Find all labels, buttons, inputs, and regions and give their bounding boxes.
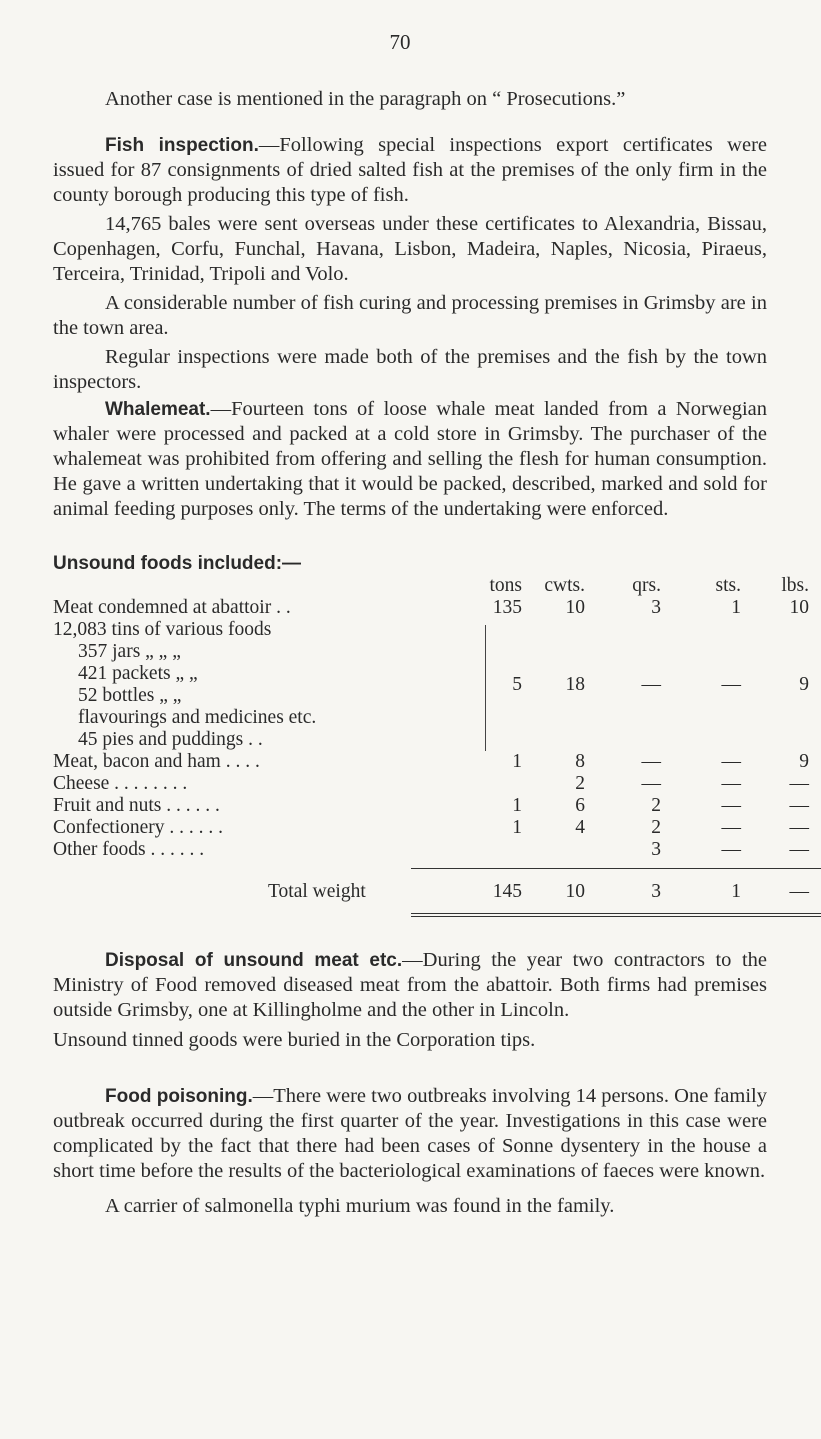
row-lbs: 9: [799, 674, 809, 695]
row-cwts: 18: [565, 674, 585, 695]
row-qrs: —: [641, 773, 661, 794]
row-sts: —: [721, 839, 741, 860]
header-lbs: lbs.: [781, 575, 809, 596]
fish-inspection-paragraph: [53, 133, 767, 208]
row-label: Meat, bacon and ham . . . .: [53, 751, 260, 772]
disposal-text: —During the year two contractors to the Ministry of Food removed diseased meat from the abattoir. Both firms had premises outside Grimsby, one at Killingholme and the other in Lincoln.: [53, 949, 767, 1021]
row-sts: —: [721, 674, 741, 695]
row-lbs: 9: [799, 751, 809, 772]
fish-inspection-text: —Following special inspections export certificates were issued for 87 consignments of dried salted fish at the premises of the only firm in the county borough producing this type of fish.: [53, 134, 767, 206]
regular-inspections-paragraph: Regular inspections were made both of the premises and the fish by the town inspectors.: [53, 346, 767, 393]
row-label: Cheese . . . . . . . .: [53, 773, 188, 794]
row-label: Meat condemned at abattoir . .: [53, 597, 291, 618]
total-cwts: 10: [565, 881, 585, 902]
row-cwts: 4: [575, 817, 585, 838]
row-label: 421 packets „ „: [78, 663, 198, 684]
page-number: 70: [389, 30, 411, 54]
header-cwts: cwts.: [544, 575, 585, 596]
whalemeat-paragraph: [53, 397, 767, 522]
row-sts: —: [721, 751, 741, 772]
row-label: Fruit and nuts . . . . . .: [53, 795, 220, 816]
row-tons: 1: [512, 817, 522, 838]
fish-inspection-heading: Fish inspection.: [105, 135, 259, 156]
total-qrs: 3: [651, 881, 661, 902]
row-qrs: —: [641, 751, 661, 772]
curing-paragraph: A considerable number of fish curing and processing premises in Grimsby are in the town area.: [53, 292, 767, 339]
row-label: Confectionery . . . . . .: [53, 817, 224, 838]
row-label: 12,083 tins of various foods: [53, 619, 272, 640]
prosecutions-note: Another case is mentioned in the paragraph on “ Prosecutions.”: [105, 88, 626, 110]
row-cwts: 6: [575, 795, 585, 816]
total-lbs: —: [789, 881, 809, 902]
row-tons: 5: [512, 674, 522, 695]
row-qrs: 2: [651, 795, 661, 816]
row-qrs: 3: [651, 839, 661, 860]
carrier-paragraph: A carrier of salmonella typhi murium was found in the family.: [105, 1195, 615, 1217]
row-sts: —: [721, 795, 741, 816]
food-poisoning-text: —There were two outbreaks involving 14 persons. One family outbreak occurred during the first quarter of the year. Investigations in this case were complicated by the fact that there had been cases of Sonne dysentery in the house a short time before the results of the bacteriological examinations of faeces were known.: [53, 1085, 767, 1182]
row-lbs: 10: [789, 597, 809, 618]
row-lbs: —: [789, 839, 809, 860]
row-label: 52 bottles „ „: [78, 685, 182, 706]
food-poisoning-heading: Food poisoning.: [105, 1086, 253, 1107]
row-cwts: 2: [575, 773, 585, 794]
row-qrs: 3: [651, 597, 661, 618]
row-qrs: 2: [651, 817, 661, 838]
total-bottom-rule-double: [411, 916, 821, 917]
disposal-heading: Disposal of unsound meat etc.: [105, 950, 403, 971]
whalemeat-heading: Whalemeat.: [105, 399, 211, 420]
tinned-goods-paragraph: Unsound tinned goods were buried in the Corporation tips.: [53, 1029, 536, 1051]
row-sts: 1: [731, 597, 741, 618]
header-sts: sts.: [715, 575, 741, 596]
header-qrs: qrs.: [632, 575, 661, 596]
row-cwts: 8: [575, 751, 585, 772]
row-qrs: —: [641, 674, 661, 695]
total-label: Total weight: [268, 881, 366, 902]
row-lbs: —: [789, 795, 809, 816]
total-bottom-rule: [411, 913, 821, 914]
header-tons: tons: [489, 575, 522, 596]
unsound-foods-heading: Unsound foods included:—: [53, 553, 302, 574]
bales-paragraph: 14,765 bales were sent overseas under these certificates to Alexandria, Bissau, Copenhagen, Corfu, Funchal, Havana, Lisbon, Madeira, Naples, Nicosia, Piraeus, Terceira, Trinidad, Tripoli and Volo.: [53, 213, 767, 285]
row-label: Other foods . . . . . .: [53, 839, 205, 860]
row-tons: 135: [492, 597, 522, 618]
row-lbs: —: [789, 817, 809, 838]
total-tons: 145: [492, 881, 522, 902]
whalemeat-text: —Fourteen tons of loose whale meat landed from a Norwegian whaler were processed and packed at a cold store in Grimsby. The purchaser of the whalemeat was prohibited from offering and selling the flesh for human consumption. He gave a written undertaking that it would be packed, described, marked and sold for animal feeding purposes only. The terms of the undertaking were enforced.: [53, 398, 767, 520]
total-sts: 1: [731, 881, 741, 902]
row-label: flavourings and medicines etc.: [78, 707, 317, 728]
total-top-rule: [411, 868, 821, 869]
row-lbs: —: [789, 773, 809, 794]
row-cwts: 10: [565, 597, 585, 618]
row-label: 357 jars „ „ „: [78, 641, 181, 662]
row-tons: 1: [512, 751, 522, 772]
row-sts: —: [721, 817, 741, 838]
row-sts: —: [721, 773, 741, 794]
food-poisoning-paragraph: [53, 1084, 767, 1184]
row-tons: 1: [512, 795, 522, 816]
disposal-paragraph: [53, 948, 767, 1023]
row-label: 45 pies and puddings . .: [78, 729, 263, 750]
